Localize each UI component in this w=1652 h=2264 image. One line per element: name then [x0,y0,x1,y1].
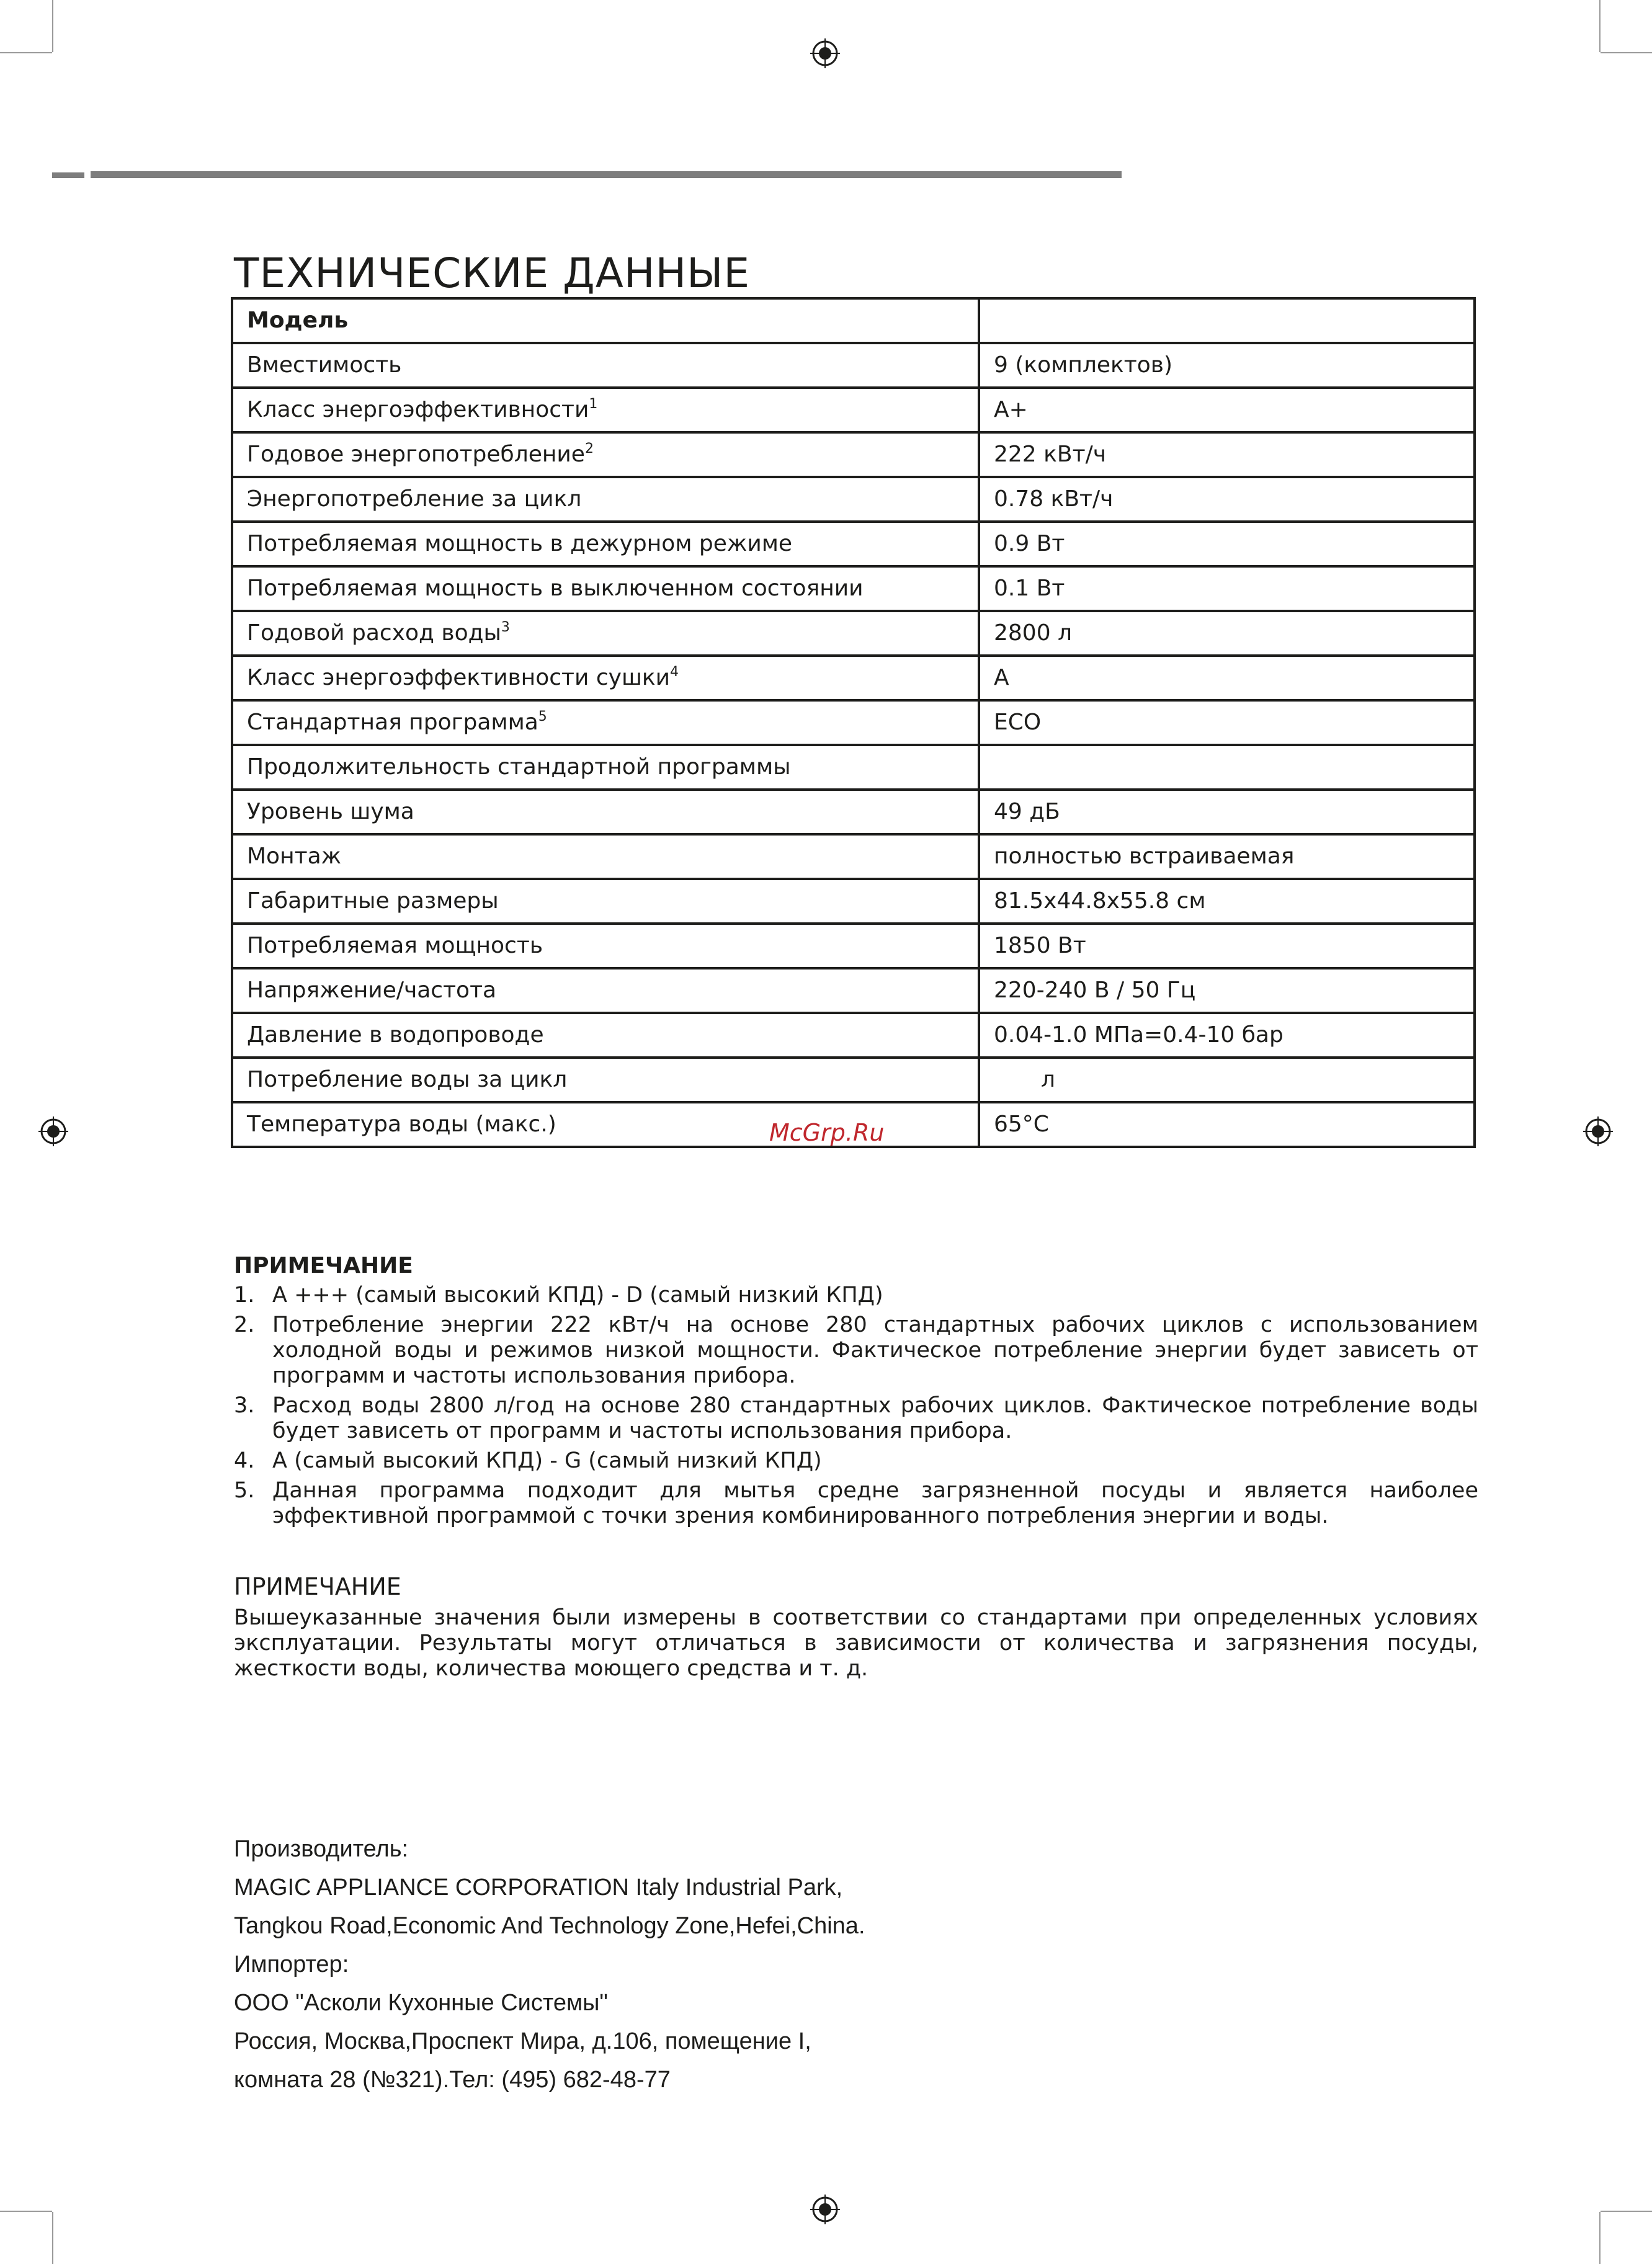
spec-value: 1850 Вт [979,924,1475,968]
spec-label-cell [232,566,979,611]
spec-label: Вместимость [247,352,402,378]
footnote-ref: 2 [584,441,594,457]
spec-label: Потребляемая мощность в дежурном режиме [247,531,793,556]
spec-label: Годовой расход воды [247,620,501,646]
manufacturer-label: Производитель: [234,1836,409,1862]
spec-value: 0.9 Вт [979,522,1475,566]
importer-name: ООО "Асколи Кухонные Системы" [234,1990,608,2016]
spec-header-value [979,298,1475,343]
spec-table-row [232,1058,1475,1102]
spec-label: Потребление воды за цикл [247,1067,568,1092]
footnote-ref: 1 [589,396,598,412]
contacts-block [234,1830,865,2099]
note-number: 1. [234,1283,255,1308]
spec-table-row [232,745,1475,790]
spec-table-row [232,477,1475,522]
registration-mark-icon [810,2195,840,2224]
note-item [234,1283,1478,1308]
spec-header-label: Модель [232,298,979,343]
spec-value: 0.78 кВт/ч [979,477,1475,522]
spec-table-row [232,432,1475,477]
spec-value: A+ [979,388,1475,432]
spec-table-body [232,298,1475,1147]
footnote-ref: 5 [538,709,547,724]
page-title: ТЕХНИЧЕСКИЕ ДАННЫЕ [234,249,751,298]
spec-label-cell [232,700,979,745]
spec-value: полностью встраиваемая [979,834,1475,879]
importer-label: Импортер: [234,1951,349,1977]
note-item [234,1393,1478,1444]
header-rule-short [52,172,84,178]
spec-label: Продолжительность стандартной программы [247,754,791,780]
spec-label: Давление в водопроводе [247,1022,544,1048]
note-text: A (самый высокий КПД) - G (самый низкий КПД) [272,1448,822,1473]
spec-label: Габаритные размеры [247,888,499,914]
notes-title: ПРИМЕЧАНИЕ [234,1253,413,1278]
spec-value: 81.5x44.8x55.8 см [979,879,1475,924]
spec-table-row [232,388,1475,432]
crop-mark-top-left-v [52,0,53,52]
note-text: Данная программа подходит для мытья средне загрязненной посуды и является наиболее эффективной программой с точки зрения комбинированного потребления энергии и воды. [272,1478,1478,1528]
spec-label: Класс энергоэффективности [247,397,589,422]
spec-table-row [232,566,1475,611]
spec-label-cell [232,432,979,477]
spec-label: Потребляемая мощность [247,933,543,958]
note-text: A +++ (самый высокий КПД) - D (самый низкий КПД) [272,1283,883,1308]
spec-label: Годовое энергопотребление [247,442,585,467]
spec-table-row [232,968,1475,1013]
note-item [234,1478,1478,1529]
note-item [234,1312,1478,1389]
crop-mark-bottom-left-h [0,2211,52,2212]
spec-table-row [232,834,1475,879]
spec-value: 2800 л [979,611,1475,656]
importer-address1: Россия, Москва,Проспект Мира, д.106, помещение I, [234,2028,811,2054]
spec-label-cell [232,924,979,968]
notes-list [234,1283,1478,1533]
spec-table-row [232,656,1475,700]
crop-mark-bottom-left-v [52,2212,53,2264]
spec-label-cell [232,745,979,790]
crop-mark-top-right-h [1601,52,1652,53]
spec-label: Класс энергоэффективности сушки [247,665,671,690]
manufacturer-line1: MAGIC APPLIANCE CORPORATION Italy Industrial Park, [234,1874,843,1901]
spec-value: 222 кВт/ч [979,432,1475,477]
spec-value [979,745,1475,790]
spec-label-cell [232,834,979,879]
spec-table-row [232,522,1475,566]
spec-table-header-row [232,298,1475,343]
footnote-ref: 3 [501,620,510,635]
crop-mark-bottom-right-h [1601,2211,1652,2212]
spec-table-row [232,790,1475,834]
registration-mark-icon [38,1116,68,1146]
footnote-ref: 4 [670,664,679,680]
importer-address2: комната 28 (№321).Тел: (495) 682-48-77 [234,2067,671,2093]
spec-label-cell [232,343,979,388]
spec-value: 220-240 В / 50 Гц [979,968,1475,1013]
spec-label-cell [232,522,979,566]
spec-value: 65°C [979,1102,1475,1147]
note-number: 4. [234,1448,255,1473]
spec-table [231,297,1476,1148]
spec-value: A [979,656,1475,700]
crop-mark-top-right-v [1599,0,1601,52]
spec-value: 0.04-1.0 МПа=0.4-10 бар [979,1013,1475,1058]
registration-mark-icon [810,38,840,68]
note2-title: ПРИМЕЧАНИЕ [234,1573,401,1600]
crop-mark-top-left-h [0,52,52,53]
spec-label: Энергопотребление за цикл [247,486,582,512]
note-text: Расход воды 2800 л/год на основе 280 стандартных рабочих циклов. Фактическое потребление воды будет зависеть от программ и частоты использования прибора. [272,1393,1478,1443]
spec-label-cell [232,656,979,700]
spec-table-row [232,700,1475,745]
spec-label-cell [232,1013,979,1058]
spec-value: л [979,1058,1475,1102]
note-text: Потребление энергии 222 кВт/ч на основе 280 стандартных рабочих циклов с использованием холодной воды и режимов низкой мощности. Фактическое потребление энергии будет зависеть от программ и частоты использования прибора. [272,1312,1478,1388]
spec-label-cell [232,611,979,656]
spec-value: ECO [979,700,1475,745]
spec-label-cell [232,790,979,834]
spec-table-row [232,611,1475,656]
spec-value: 49 дБ [979,790,1475,834]
spec-label: Уровень шума [247,799,414,824]
crop-mark-bottom-right-v [1599,2212,1601,2264]
spec-label: Стандартная программа [247,710,538,735]
spec-value: 9 (комплектов) [979,343,1475,388]
spec-table-row [232,343,1475,388]
note-item [234,1448,1478,1474]
manufacturer-line2: Tangkou Road,Economic And Technology Zone,Hefei,China. [234,1913,865,1939]
spec-label: Напряжение/частота [247,978,497,1003]
watermark: McGrp.Ru [769,1119,885,1146]
spec-label: Монтаж [247,844,342,869]
note-number: 3. [234,1393,255,1418]
spec-table-row [232,1013,1475,1058]
spec-table-row [232,924,1475,968]
spec-table-row [232,879,1475,924]
header-rule-long [91,171,1122,178]
spec-label-cell [232,879,979,924]
spec-label: Температура воды (макс.) [247,1112,556,1137]
spec-label: Потребляемая мощность в выключенном состоянии [247,576,864,601]
spec-label-cell [232,1058,979,1102]
note-number: 5. [234,1478,255,1503]
registration-mark-icon [1583,1116,1613,1146]
spec-value: 0.1 Вт [979,566,1475,611]
spec-label-cell [232,968,979,1013]
spec-label-cell [232,477,979,522]
note2-body: Вышеуказанные значения были измерены в соответствии со стандартами при определенных условиях эксплуатации. Результаты могут отличаться в зависимости от количества и загрязнения посуды, жесткости воды, количества моющего средства и т. д. [234,1605,1478,1681]
note-number: 2. [234,1312,255,1337]
spec-label-cell [232,388,979,432]
